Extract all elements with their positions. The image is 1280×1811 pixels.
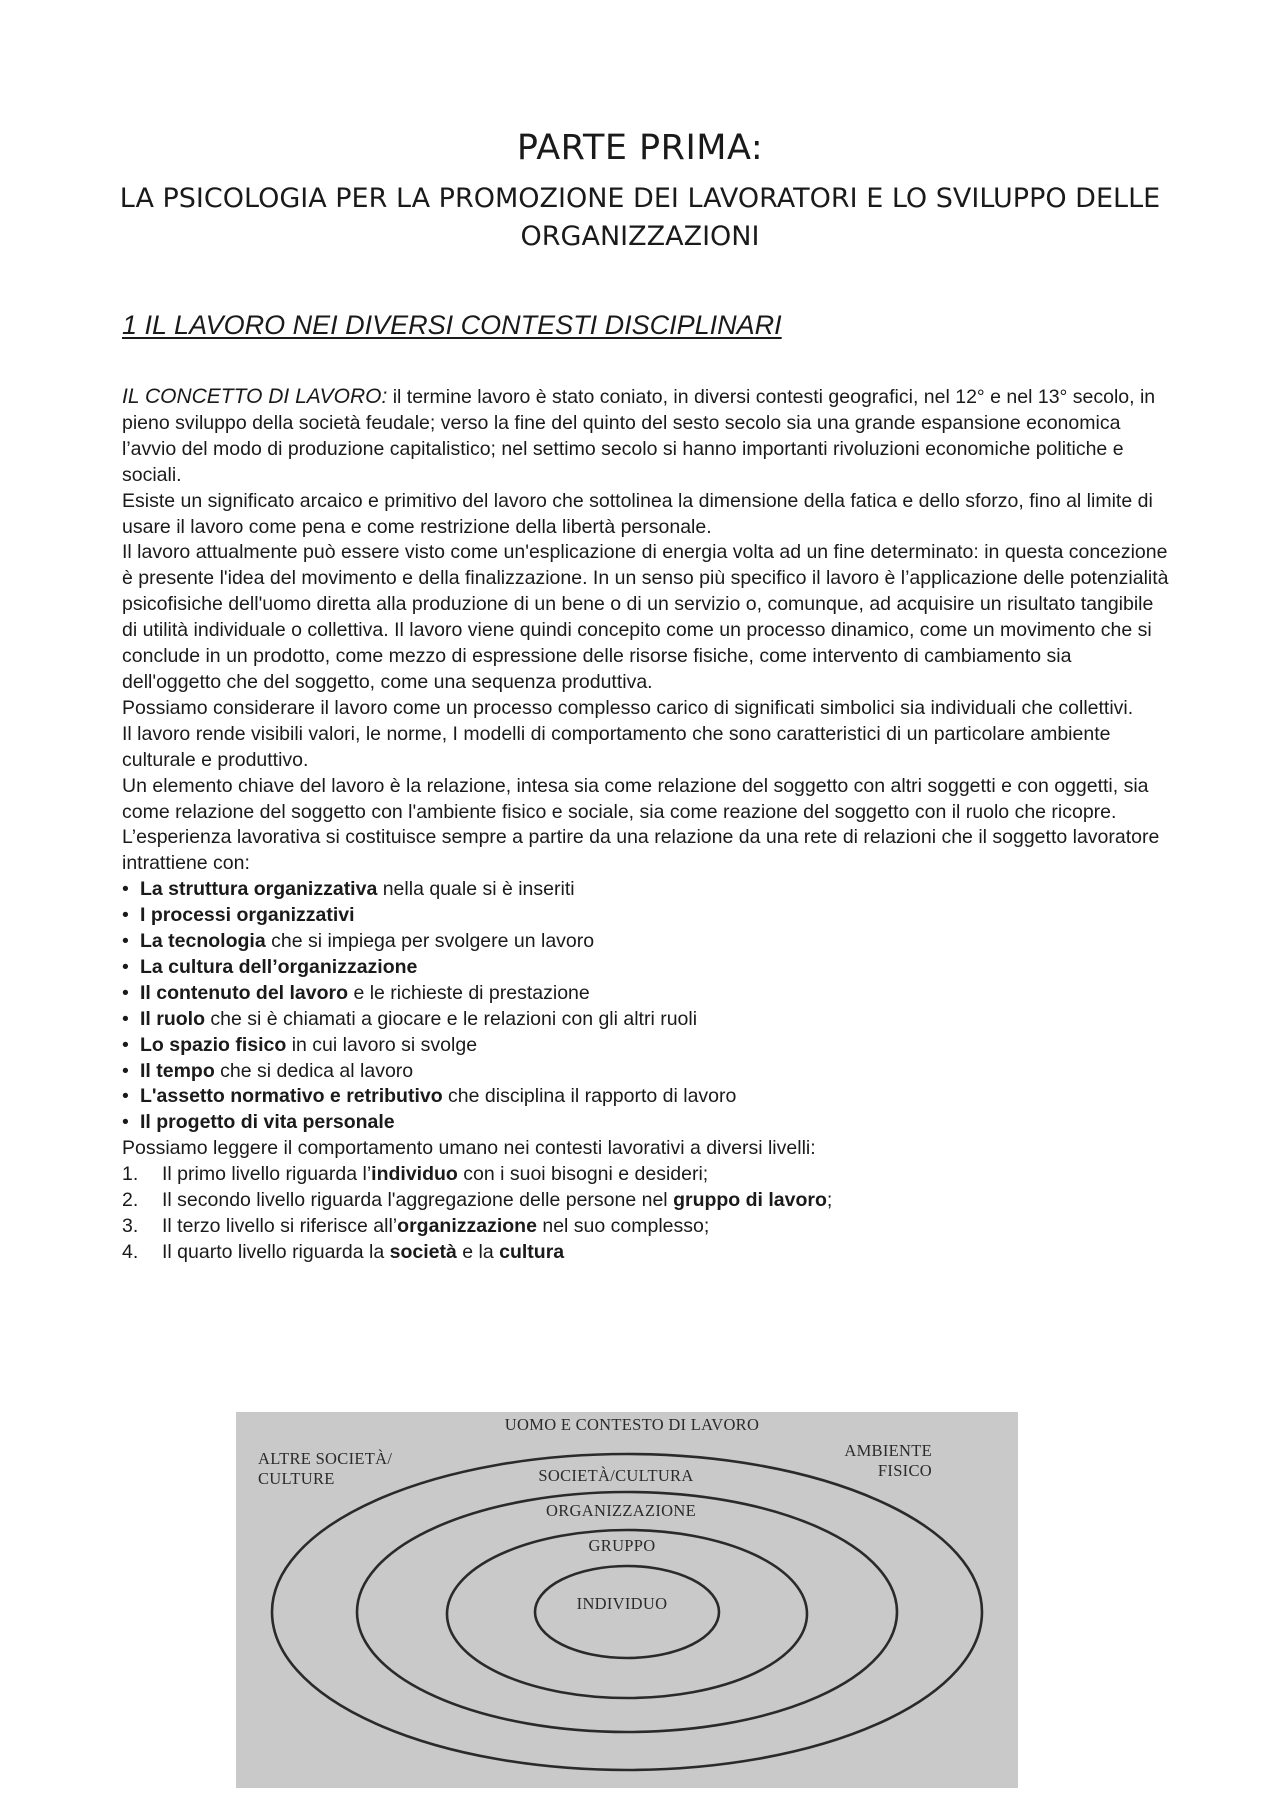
section-heading: 1 IL LAVORO NEI DIVERSI CONTESTI DISCIPLINARI	[122, 310, 782, 340]
list-item-text: che disciplina il rapporto di lavoro	[442, 1085, 737, 1108]
level-item	[122, 1188, 1172, 1214]
paragraph: L’esperienza lavorativa si costituisce sempre a partire da una relazione da una rete di relazioni che il soggetto lavoratore intrattiene con:	[122, 826, 1160, 875]
figure-left-label-line2: CULTURE	[258, 1469, 335, 1488]
ring-label-organization: ORGANIZZAZIONE	[546, 1501, 696, 1520]
page-subtitle: LA PSICOLOGIA PER LA PROMOZIONE DEI LAVORATORI E LO SVILUPPO DELLE ORGANIZZAZIONI	[119, 183, 1161, 252]
list-item-text: che si impiega per svolgere un lavoro	[265, 930, 595, 953]
list-item-bold: La struttura organizzativa	[140, 878, 378, 901]
list-item	[122, 1110, 1172, 1136]
figure-right-label-line1: AMBIENTE	[844, 1441, 932, 1460]
lead-paragraph	[122, 384, 1172, 489]
list-item-bold: Il contenuto del lavoro	[140, 981, 349, 1004]
list-item-text: e le richieste di prestazione	[348, 981, 590, 1004]
level-text: ;	[826, 1189, 833, 1212]
list-item-bold: I processi organizzativi	[140, 904, 355, 927]
bullet-marker: •	[122, 1085, 129, 1108]
bullet-marker: •	[122, 1111, 129, 1134]
bullet-marker: •	[122, 904, 129, 927]
level-keyword: cultura	[499, 1240, 565, 1263]
list-item	[122, 981, 1172, 1007]
list-item-bold: Il ruolo	[140, 1007, 205, 1030]
body-text	[122, 384, 1172, 1266]
level-text: Il terzo livello si riferisce all’	[162, 1215, 398, 1237]
level-text: Il primo livello riguarda l’	[162, 1163, 372, 1186]
figure-top-label: UOMO E CONTESTO DI LAVORO	[504, 1415, 760, 1434]
list-item-bold: Il progetto di vita personale	[140, 1111, 395, 1134]
levels-intro: Possiamo leggere il comportamento umano nei contesti lavorativi a diversi livelli:	[122, 1137, 816, 1160]
list-item	[122, 1084, 1172, 1110]
concentric-ellipses-diagram	[236, 1412, 1018, 1788]
level-item	[122, 1214, 1172, 1240]
list-item	[122, 903, 1172, 929]
levels-list	[122, 1162, 1172, 1266]
list-item	[122, 955, 1172, 981]
ring-label-group: GRUPPO	[588, 1536, 656, 1555]
context-diagram	[236, 1412, 1018, 1788]
level-text: Il quarto livello riguarda la	[162, 1240, 390, 1263]
list-item-bold: La tecnologia	[140, 930, 266, 953]
level-item	[122, 1162, 1172, 1188]
level-number: 1.	[122, 1163, 139, 1186]
bullet-marker: •	[122, 1033, 129, 1056]
ring-label-individual: INDIVIDUO	[576, 1594, 668, 1613]
paragraph: Esiste un significato arcaico e primitivo del lavoro che sottolinea la dimensione della fatica e dello sforzo, fino al limite di usare il lavoro come pena e come restrizione della libertà personale.	[122, 489, 1153, 538]
level-number: 2.	[122, 1189, 139, 1212]
bullet-marker: •	[122, 1059, 129, 1082]
paragraph: Il lavoro attualmente può essere visto come un'esplicazione di energia volta ad un fine determinato: in questa concezione è presente l'idea del movimento e della finalizzazione. In un senso più specifico il lavoro è l’applicazione delle potenzialità psicofisiche dell'uomo diretta alla produzione di un bene o di un servizio o, comunque, ad acquisire un risultato tangibile di utilità individuale o collettiva. Il lavoro viene quindi concepito come un processo dinamico, come un movimento che si conclude in un prodotto, come mezzo di espressione delle risorse fisiche, come intervento di cambiamento sia dell'oggetto che del soggetto, come una sequenza produttiva.	[122, 541, 1169, 693]
lead-label: IL CONCETTO DI LAVORO:	[122, 385, 388, 408]
bullet-marker: •	[122, 981, 129, 1004]
level-keyword: gruppo di lavoro	[673, 1189, 827, 1212]
relations-list	[122, 877, 1172, 1136]
paragraph: Un elemento chiave del lavoro è la relazione, intesa sia come relazione del soggetto con altri soggetti e con oggetti, sia come relazione del soggetto con l'ambiente fisico e sociale, sia come reazione del soggetto con il ruolo che ricopre.	[122, 774, 1149, 823]
list-item	[122, 1033, 1172, 1059]
list-item-bold: La cultura dell’organizzazione	[140, 955, 418, 978]
list-item	[122, 1007, 1172, 1033]
list-item	[122, 929, 1172, 955]
paragraph: Possiamo considerare il lavoro come un processo complesso carico di significati simbolici sia individuali che collettivi.	[122, 696, 1134, 719]
figure-right-label-line2: FISICO	[877, 1461, 932, 1480]
paragraph: Il lavoro rende visibili valori, le norme, I modelli di comportamento che sono caratteristici di un particolare ambiente culturale e produttivo.	[122, 722, 1111, 771]
bullet-marker: •	[122, 955, 129, 978]
level-text: e la	[456, 1240, 500, 1263]
list-item-bold: Lo spazio fisico	[140, 1033, 287, 1056]
list-item	[122, 1059, 1172, 1085]
list-item	[122, 877, 1172, 903]
level-text: con i suoi bisogni e desideri;	[457, 1163, 709, 1186]
level-text: Il secondo livello riguarda l'aggregazione delle persone nel	[162, 1189, 674, 1212]
bullet-marker: •	[122, 1007, 129, 1030]
lead-text: il termine lavoro è stato coniato, in diversi contesti geografici, nel 12° e nel 13° secolo, in pieno sviluppo della società feudale; verso la fine del quinto del sesto secolo sia una grande espansione economica l’avvio del modo di produzione capitalistico; nel settimo secolo si hanno importanti rivoluzioni economiche politiche e sociali.	[122, 386, 1156, 486]
list-item-text: in cui lavoro si svolge	[286, 1033, 478, 1056]
level-number: 4.	[122, 1240, 139, 1263]
list-item-text: nella quale si è inseriti	[377, 878, 575, 901]
bullet-marker: •	[122, 878, 129, 901]
list-item-text: che si è chiamati a giocare e le relazioni con gli altri ruoli	[205, 1007, 698, 1030]
ring-label-society: SOCIETÀ/CULTURA	[538, 1466, 694, 1485]
bullet-marker: •	[122, 930, 129, 953]
level-item	[122, 1240, 1172, 1266]
ring-group	[447, 1530, 807, 1698]
level-text: nel suo complesso;	[536, 1215, 710, 1237]
page-title: PARTE PRIMA:	[516, 128, 764, 168]
figure-left-label-line1: ALTRE SOCIETÀ/	[258, 1449, 393, 1468]
level-keyword: società	[389, 1240, 457, 1263]
level-number: 3.	[122, 1215, 139, 1237]
list-item-text: che si dedica al lavoro	[214, 1059, 414, 1082]
list-item-bold: L'assetto normativo e retributivo	[140, 1085, 443, 1108]
list-item-bold: Il tempo	[140, 1059, 215, 1082]
level-keyword: individuo	[371, 1163, 458, 1186]
level-keyword: organizzazione	[397, 1215, 537, 1237]
